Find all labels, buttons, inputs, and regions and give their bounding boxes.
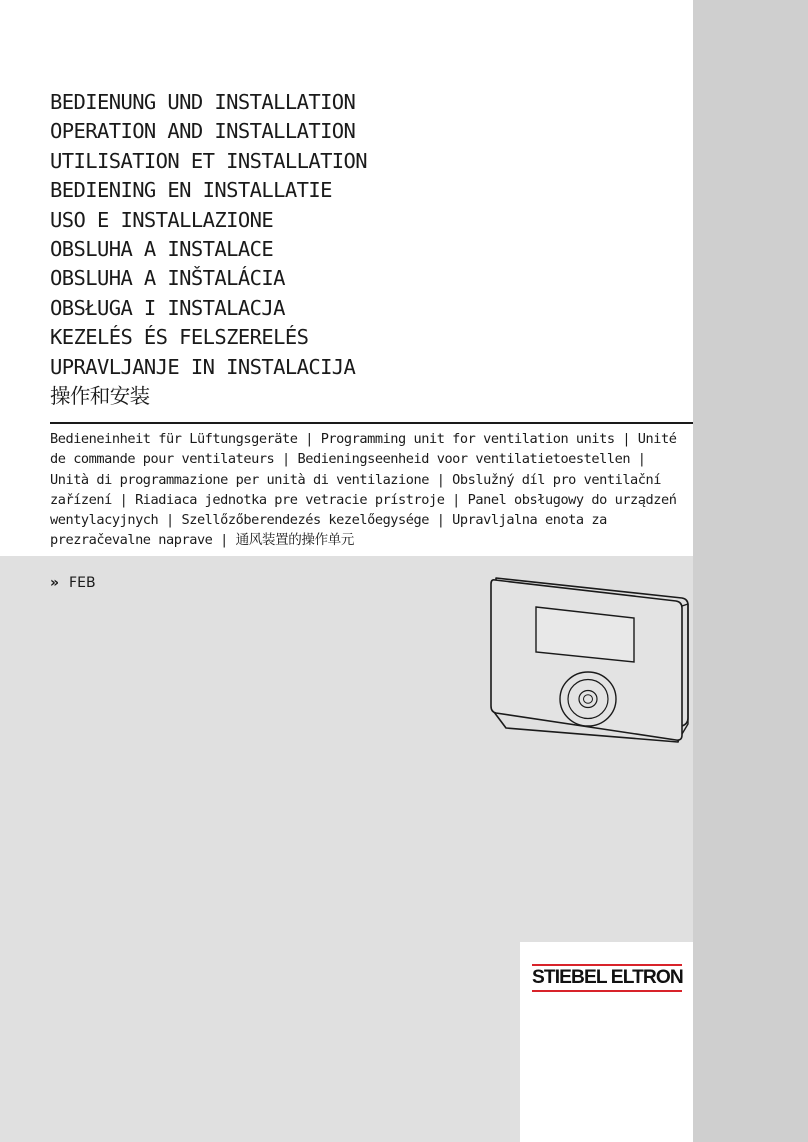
title-zh: 操作和安装 bbox=[50, 384, 150, 409]
title-cs: OBSLUHA A INSTALACE bbox=[50, 237, 274, 262]
brand-name: STIEBEL ELTRON bbox=[532, 967, 683, 988]
device-body bbox=[491, 578, 688, 742]
device-illustration bbox=[482, 572, 694, 748]
logo-card bbox=[520, 942, 693, 1142]
title-divider bbox=[50, 422, 693, 424]
title-de: BEDIENUNG UND INSTALLATION bbox=[50, 90, 356, 114]
title-fr: UTILISATION ET INSTALLATION bbox=[50, 148, 368, 173]
brand-logo bbox=[532, 964, 682, 992]
title-hu: KEZELÉS ÉS FELSZERELÉS bbox=[50, 325, 309, 350]
product-description: Bedieneinheit für Lüftungsgeräte | Programming unit for ventilation units | Unité de commande pour ventilateurs | Bedieningseenheid voor ventilatietoestellen | Unità di programmazione per unità di ventilazione | Obslužný díl pro ventilační zařízení | Riadiaca jednotka pre vetracie prístroje | Panel obsługowy do urządzeń wentylacyjnych | Szellőzőberendezés kezelőegysége | Upravljalna enota za prezračevalne naprave | 通风装置的操作单元 bbox=[50, 431, 677, 549]
title-nl: BEDIENING EN INSTALLATIE bbox=[50, 178, 332, 203]
model-label bbox=[50, 575, 96, 591]
title-en: OPERATION AND INSTALLATION bbox=[50, 119, 356, 144]
guillemet-marker: » bbox=[50, 575, 60, 591]
title-list bbox=[50, 88, 367, 411]
title-sk: OBSLUHA A INŠTALÁCIA bbox=[50, 266, 285, 291]
title-panel bbox=[0, 0, 693, 556]
title-pl: OBSŁUGA I INSTALACJA bbox=[50, 295, 285, 320]
logo-bar-bottom bbox=[532, 990, 682, 992]
side-strip bbox=[693, 0, 808, 1142]
model-name: FEB bbox=[69, 575, 96, 591]
title-sl: UPRAVLJANJE IN INSTALACIJA bbox=[50, 354, 356, 379]
title-it: USO E INSTALLAZIONE bbox=[50, 207, 274, 232]
